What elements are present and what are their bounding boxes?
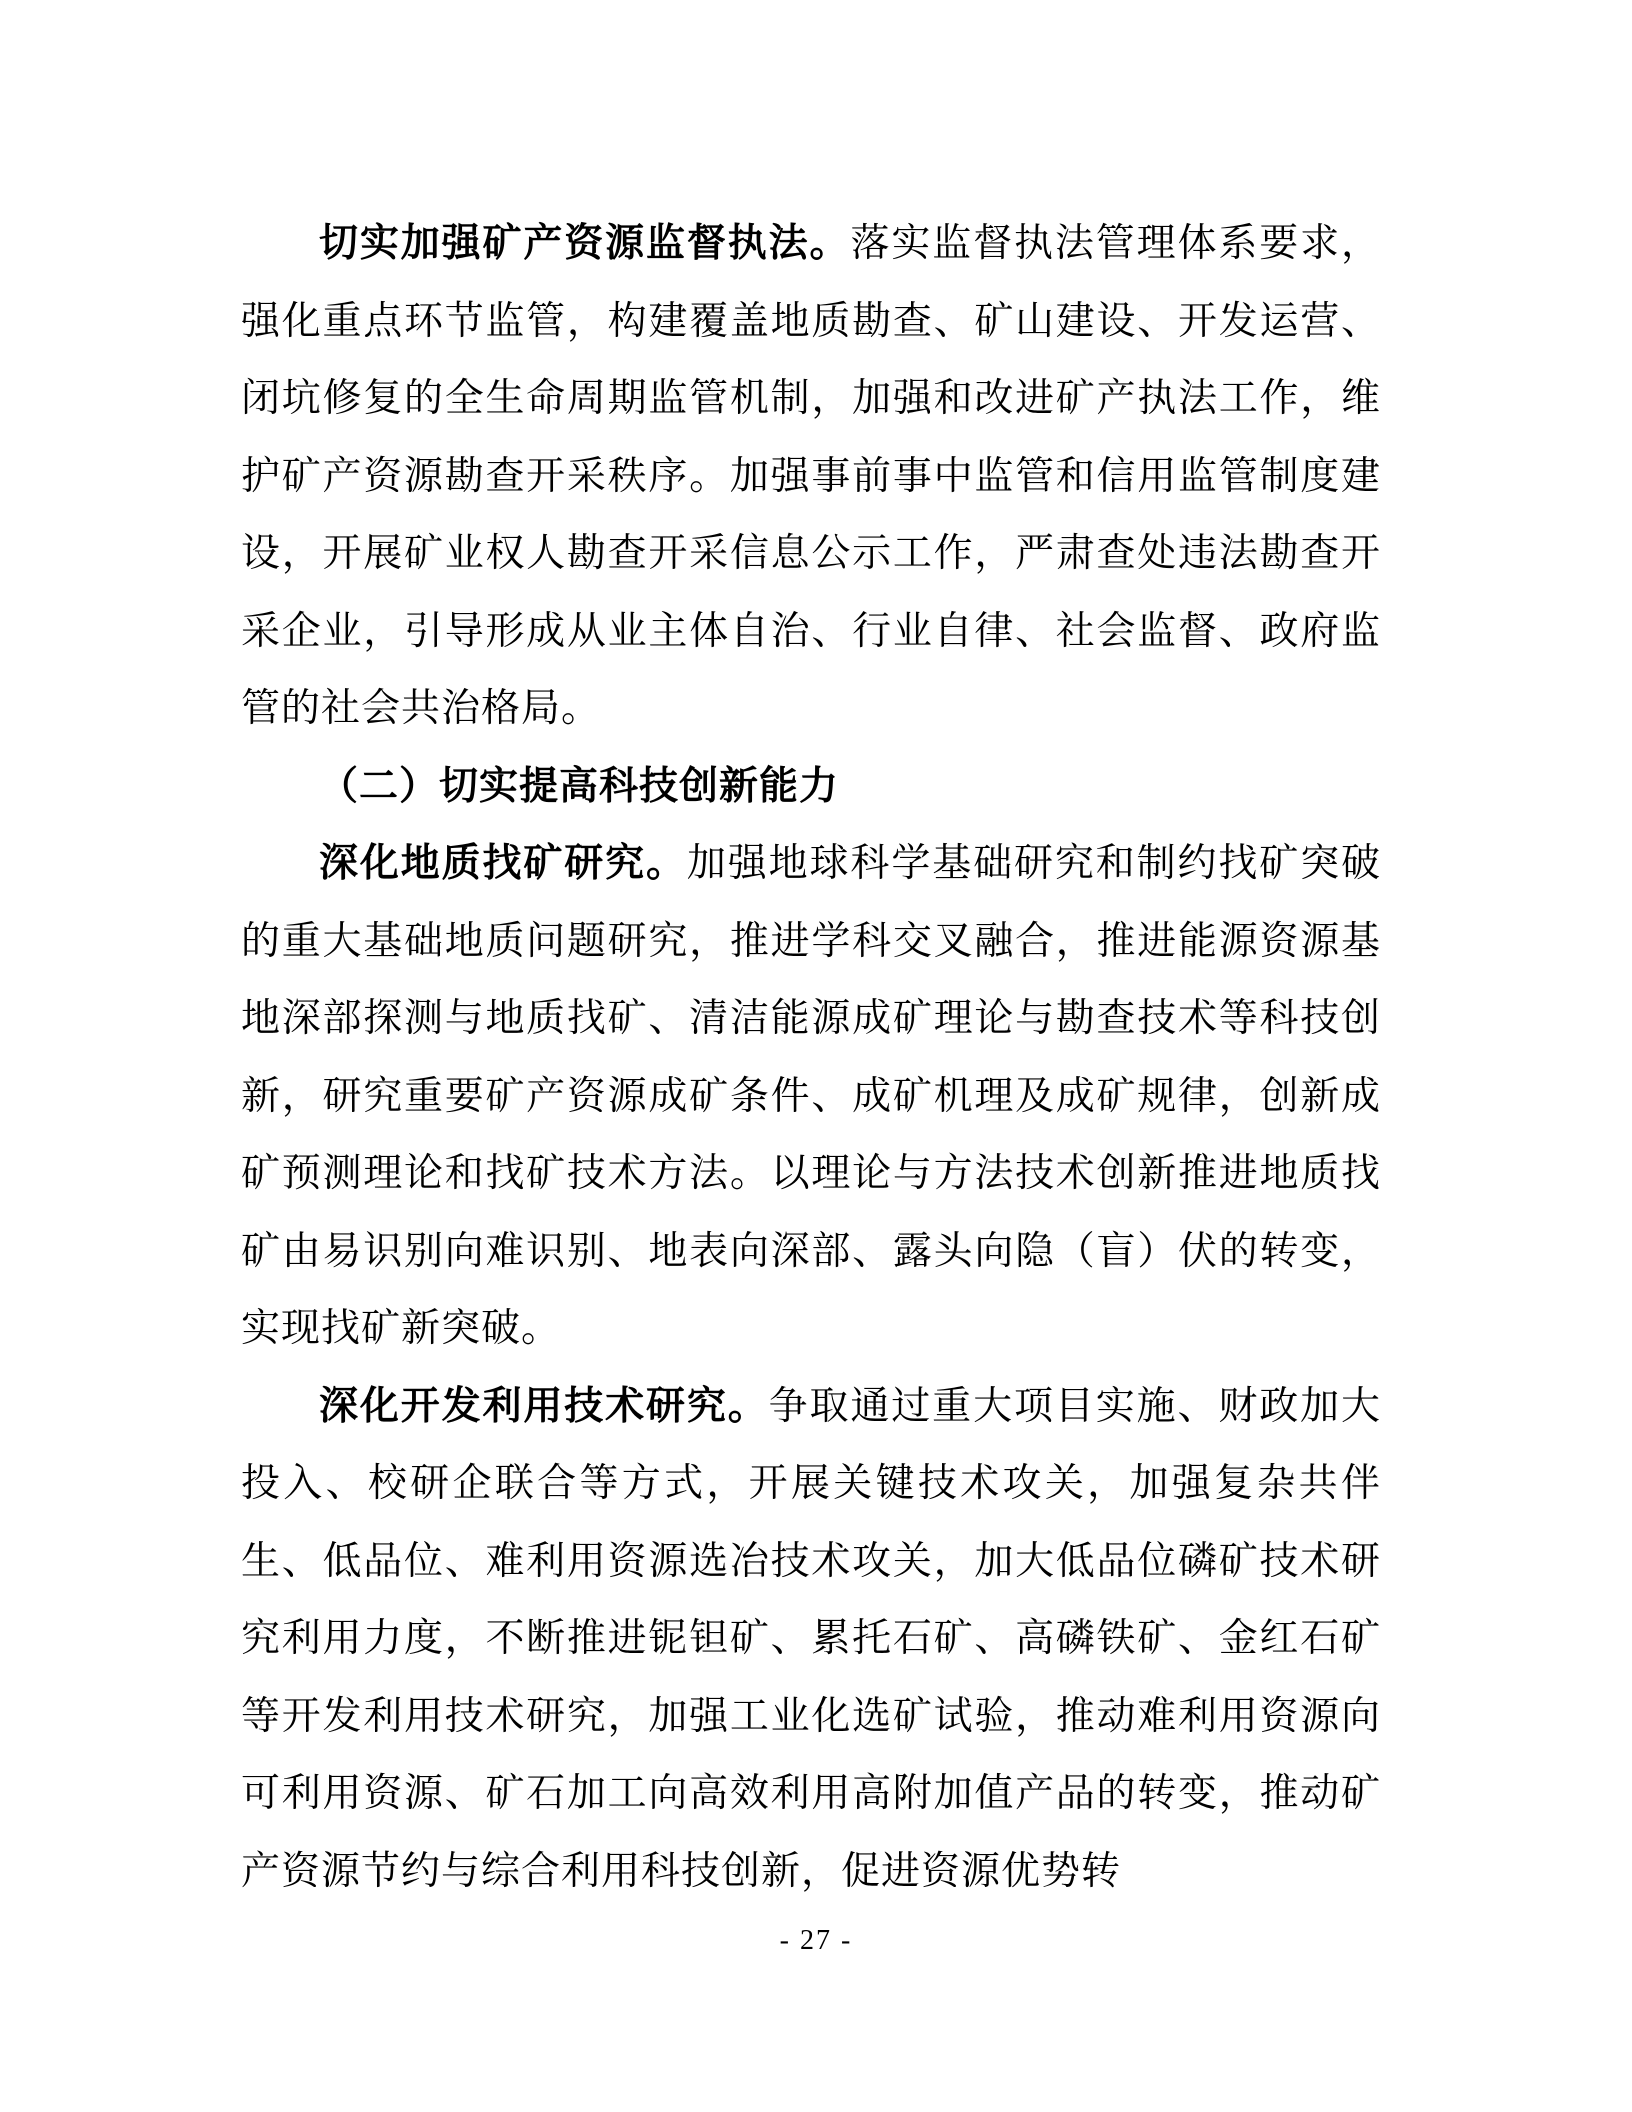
section-heading: （二）切实提高科技创新能力	[319, 762, 840, 809]
paragraph-supervision	[241, 205, 1381, 748]
paragraph-utilization-research	[241, 1368, 1381, 1911]
page-number: - 27 -	[779, 1925, 853, 1956]
body-text	[241, 205, 1381, 1910]
paragraph-body: 争取通过重大项目实施、财政加大投入、校研企联合等方式，开展关键技术攻关，加强复杂共伴生、低品位、难利用资源选冶技术攻关，加大低品位磷矿技术研究利用力度，不断推进铌钽矿、累托石矿、高磷铁矿、金红石矿等开发利用技术研究，加强工业化选矿试验，推动难利用资源向可利用资源、矿石加工向高效利用高附加值产品的转变，推动矿产资源节约与综合利用科技创新，促进资源优势转	[241, 1383, 1381, 1894]
paragraph-body: 落实监督执法管理体系要求，强化重点环节监管，构建覆盖地质勘查、矿山建设、开发运营、闭坑修复的全生命周期监管机制，加强和改进矿产执法工作，维护矿产资源勘查开采秩序。加强事前事中监管和信用监管制度建设，开展矿业权人勘查开采信息公示工作，严肃查处违法勘查开采企业，引导形成从业主体自治、行业自律、社会监督、政府监管的社会共治格局。	[241, 221, 1381, 731]
paragraph-body: 加强地球科学基础研究和制约找矿突破的重大基础地质问题研究，推进学科交叉融合，推进能源资源基地深部探测与地质找矿、清洁能源成矿理论与勘查技术等科技创新，研究重要矿产资源成矿条件、成矿机理及成矿规律，创新成矿预测理论和找矿技术方法。以理论与方法技术创新推进地质找矿由易识别向难识别、地表向深部、露头向隐（盲）伏的转变，实现找矿新突破。	[241, 841, 1381, 1351]
paragraph-lead: 切实加强矿产资源监督执法。	[319, 220, 851, 266]
paragraph-geology-research	[241, 825, 1381, 1368]
paragraph-lead: 深化地质找矿研究。	[319, 840, 687, 886]
paragraph-lead: 深化开发利用技术研究。	[319, 1382, 769, 1429]
